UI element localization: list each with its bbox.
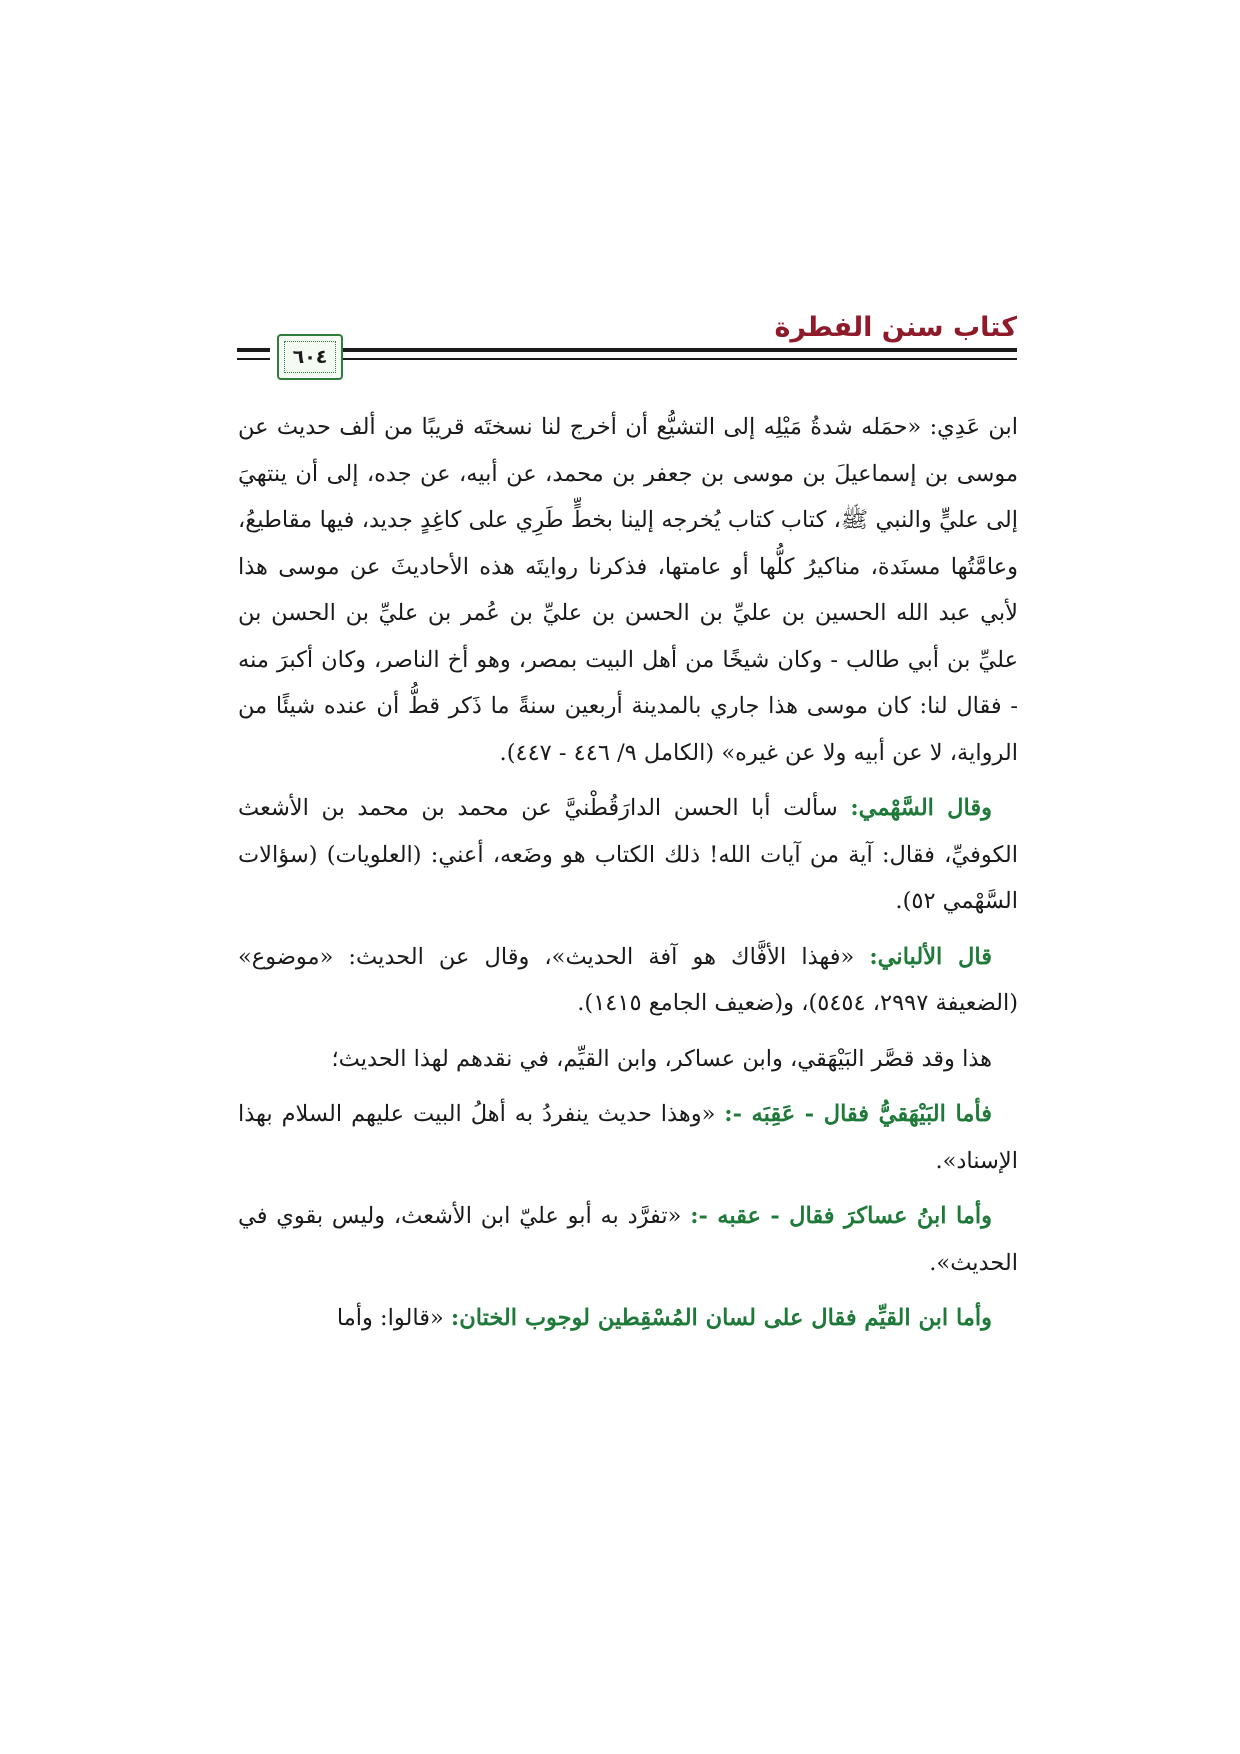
- paragraph-text: «تفرَّد به أبو عليّ ابن الأشعث، وليس بقوي في الحديث».: [238, 1203, 1018, 1276]
- paragraph-lead: قال الألباني:: [869, 943, 992, 970]
- paragraph-text: «فهذا الأفَّاك هو آفة الحديث»، وقال عن الحديث: «موضوع» (الضعيفة ٢٩٩٧، ٥٤٥٤)، و(ضعيف الجامع ١٤١٥).: [238, 943, 1018, 1016]
- paragraph: [238, 934, 1018, 1027]
- paragraph-text: سألت أبا الحسن الدارَقُطْنيَّ عن محمد بن محمد بن الأشعث الكوفيِّ، فقال: آية من آيات الله! ذلك الكتاب هو وضَعه، أعني: (العلويات) (سؤالات السَّهْمي ٥٢).: [238, 795, 1018, 914]
- paragraph: [238, 404, 1018, 776]
- paragraph: [238, 1193, 1018, 1286]
- paragraph-text: ابن عَدِي: «حمَله شدةُ مَيْلِه إلى التشيُّع أن أخرج لنا نسختَه قريبًا من ألف حديث عن موسى بن إسماعيلَ بن موسى بن جعفر بن محمد، عن أبيه، عن جده، إلى أن ينتهيَ إلى عليٍّ والنبي ﷺ، كتاب كتاب يُخرجه إلينا بخطٍّ طَرِي على كاغِدٍ جديد، فيها مقاطيعُ، وعامَّتُها مسنَدة، مناكيرُ كلُّها أو عامتها، فذكرنا روايتَه هذه الأحاديثَ عن موسى هذا لأبي عبد الله الحسين بن عليِّ بن الحسن بن عليِّ بن عُمر بن عليِّ بن الحسن بن عليِّ بن أبي طالب - وكان شيخًا من أهل البيت بمصر، وهو أخ الناصر، وكان أكبرَ منه - فقال لنا: كان موسى هذا جاري بالمدينة أربعين سنةً ما ذَكر قطُّ أن عنده شيئًا من الرواية، لا عن أبيه ولا عن غيره» (الكامل ٩/ ٤٤٦ - ٤٤٧).: [238, 414, 1018, 766]
- paragraph-text: هذا وقد قصَّر البَيْهَقي، وابن عساكر، وابن القيِّم، في نقدهم لهذا الحديث؛: [331, 1045, 992, 1072]
- paragraph: [238, 785, 1018, 925]
- page-number-frame: [277, 334, 343, 380]
- paragraph-lead: فأما البَيْهَقيُّ فقال - عَقِبَه -:: [724, 1101, 992, 1127]
- header-rule-thin: [312, 358, 1017, 360]
- paragraph-text: «قالوا: وأما: [336, 1305, 451, 1331]
- book-title: كتاب سنن الفطرة: [774, 312, 1017, 343]
- paragraph: [238, 1295, 1018, 1342]
- paragraph-lead: وقال السَّهْمي:: [850, 795, 993, 821]
- paragraph-lead: وأما ابنُ عساكرَ فقال - عقبه -:: [690, 1203, 992, 1229]
- header-rule-left-thin: [237, 358, 270, 360]
- paragraph-text: «وهذا حديث ينفردُ به أهلُ البيت عليهم السلام بهذا الإسناد».: [238, 1101, 1018, 1174]
- paragraph: [238, 1036, 1018, 1083]
- page-body: [238, 404, 1018, 1342]
- header-rule: [312, 348, 1017, 352]
- paragraph: [238, 1091, 1018, 1184]
- page-number: ٦٠٤: [284, 341, 336, 373]
- header-rule-left: [237, 348, 270, 352]
- paragraph-lead: وأما ابن القيِّم فقال على لسان المُسْقِطين لوجوب الختان:: [450, 1305, 992, 1331]
- page-header: [237, 312, 1017, 388]
